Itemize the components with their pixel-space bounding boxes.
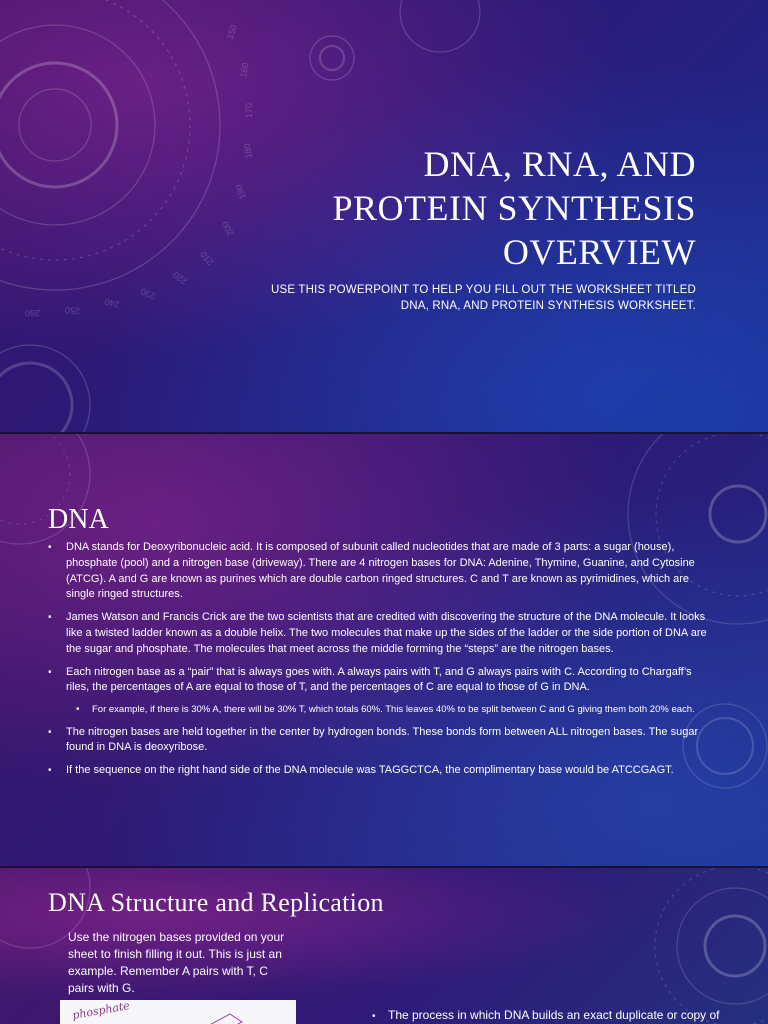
slide-title: DNA bbox=[48, 504, 109, 535]
dna-structure-slide bbox=[0, 868, 768, 1024]
dna-slide bbox=[0, 434, 768, 866]
title-line: OVERVIEW bbox=[502, 232, 696, 272]
slide-title: DNA Structure and Replication bbox=[48, 888, 384, 917]
bullet-item bbox=[372, 1008, 768, 1022]
dna-diagram-image bbox=[60, 1000, 296, 1024]
bullet-item: • The nitrogen bases are held together in the center by hydrogen bonds. These bonds form between ALL nitrogen bases. The sugar found in DNA is deoxyribose. bbox=[48, 725, 708, 757]
subtitle-line: USE THIS POWERPOINT TO HELP YOU FILL OUT THE WORKSHEET TITLED bbox=[270, 284, 696, 296]
diagram-sketch bbox=[60, 1000, 296, 1024]
slide-title bbox=[176, 142, 696, 274]
bullet-item: • If the sequence on the right hand side of the DNA molecule was TAGGCTCA, the complimentary base would be ATCCGAGT. bbox=[48, 763, 708, 779]
dial-label: 150 bbox=[224, 23, 240, 41]
title-line: DNA, RNA, AND bbox=[423, 144, 696, 184]
title-slide bbox=[0, 0, 768, 432]
slide-subtitle bbox=[176, 282, 696, 314]
bullet-item: • James Watson and Francis Crick are the two scientists that are credited with discovering the structure of the DNA molecule. It looks like a twisted ladder known as a double helix. The two molecules that make up the sides of the ladder or the side portion of DNA are the sugar and phosphate. The molecules that meet across the middle forming the “steps” are the nitrogen bases. bbox=[48, 610, 708, 657]
bullet-text: The process in which DNA builds an exact duplicate or copy of bbox=[388, 1008, 720, 1022]
dial-label: 210 bbox=[198, 249, 216, 268]
sub-bullet-item: • For example, if there is 30% A, there will be 30% T, which totals 60%. This leaves 40% to be split between C and G giving them both 20% each. bbox=[48, 703, 708, 718]
dial-label: 180 bbox=[241, 142, 254, 160]
dial-label: 250 bbox=[64, 304, 81, 316]
bullet-dot: • bbox=[372, 1011, 376, 1022]
handwritten-label: phosphate bbox=[71, 999, 131, 1022]
bullet-item: • Each nitrogen base as a “pair” that is always goes with. A always pairs with T, and G always pairs with C. According to Chargaff’s riles, the percentages of A are equal to those of T, and the percentages of C are equal to those of G in DNA. bbox=[48, 665, 708, 697]
bullet-list bbox=[48, 540, 708, 786]
dial-label: 190 bbox=[233, 183, 248, 201]
instructions-text: Use the nitrogen bases provided on your sheet to finish filling it out. This is just an example. Remember A pairs with T, C pairs with G. bbox=[68, 930, 285, 995]
dial-label: 160 bbox=[238, 61, 251, 79]
dial-label: 230 bbox=[139, 286, 157, 302]
dial-label: 170 bbox=[244, 102, 254, 118]
title-line: PROTEIN SYNTHESIS bbox=[332, 188, 696, 228]
subtitle-line: DNA, RNA, AND PROTEIN SYNTHESIS WORKSHEET. bbox=[400, 300, 696, 312]
bullet-item: • DNA stands for Deoxyribonucleic acid. It is composed of subunit called nucleotides that are made of 3 parts: a sugar (house), phosphate (pool) and a nitrogen base (driveway). There are 4 nitrogen bases for DNA: Adenine, Thymine, Guanine, and Cytosine (ATCG). A and G are known as purines which are double carbon ringed structures. C and T are known as pyrimidines, which are single ringed structures. bbox=[48, 540, 708, 603]
dial-label: 220 bbox=[171, 269, 190, 287]
dial-label: 240 bbox=[103, 296, 121, 310]
dial-label: 200 bbox=[219, 219, 236, 238]
dial-label: 260 bbox=[24, 308, 40, 318]
